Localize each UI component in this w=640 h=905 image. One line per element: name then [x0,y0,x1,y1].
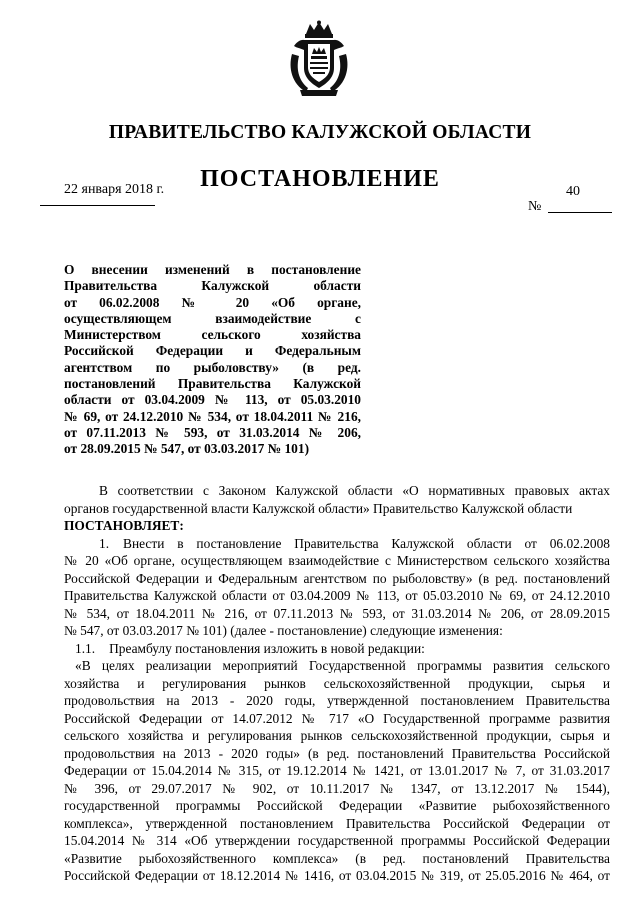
number-underline [548,212,612,213]
body-line: Федерации от 15.04.2014 № 315, от 19.12.2014 № 1421, от 13.01.2017 № 7, от 31.03.2017 [64,763,610,778]
body-line: 15.04.2014 № 314 «Об утверждении государственной программы Российской Федерации [64,833,610,848]
body-line: Российской Федерации от 14.07.2012 № 717 «О Государственной программе развития [64,710,610,726]
document-body [64,482,610,885]
item-1-1-text: Преамбулу постановления изложить в новой редакции: [109,640,425,656]
subject-line: № 69, от 24.12.2010 № 534, от 18.04.2011 № 216, [64,408,361,424]
item-1-1-paragraph [64,640,610,658]
item-1-1-number: 1.1. [75,640,96,656]
body-line: № 547, от 03.03.2017 № 101) (далее - постановление) следующие изменения: [64,623,503,638]
quoted-preamble [64,657,610,885]
subject-line: Российской Федерации и Федеральным [64,343,361,359]
item-1-paragraph [64,535,610,640]
body-line: продовольствия на 2013 - 2020 годы, утвержденной постановлением Правительства [64,693,610,708]
decree-word: ПОСТАНОВЛЯЕТ: [64,518,184,533]
body-line: сельского хозяйства и регулирования рынков сельскохозяйственной продукции, сырья и [64,728,610,743]
subject-line: Правительства Калужской области [64,278,361,294]
government-title: ПРАВИТЕЛЬСТВО КАЛУЖСКОЙ ОБЛАСТИ [108,122,532,143]
subject-line: постановлений Правительства Калужской [64,376,361,392]
body-line: Правительства Калужской области от 03.04.2009 № 113, от 05.03.2010 № 69, от 24.12.2010 [64,588,610,603]
subject-line: Министерством сельского хозяйства [64,327,361,343]
body-line: № 396, от 29.07.2017 № 902, от 10.11.2017 № 1347, от 13.12.2017 № 1544), [64,780,610,796]
document-type: ПОСТАНОВЛЕНИЕ [200,166,440,192]
document-number: 40 [566,184,580,199]
body-line: «Развитие рыбохозяйственного комплекса» (в ред. постановлений Правительства [64,850,610,866]
body-line: Российской Федерации от 18.12.2014 № 1416, от 03.04.2015 № 319, от 25.05.2016 № 464, от [64,868,610,883]
subject-line: от 28.09.2015 № 547, от 03.03.2017 № 101) [64,441,310,457]
item-1-number: 1. [99,535,110,551]
body-line: продовольствия на 2013 - 2020 годы» (в ред. постановлений Правительства Российской [64,745,610,761]
body-line: комплекса», утвержденной постановлением Правительства Российской Федерации от [64,815,610,831]
body-line: № 20 «Об органе, осуществляющем взаимодействие с Министерством сельского хозяйства [64,553,610,568]
body-line: государственной программы Российской Федерации «Развитие рыбохозяйственного [64,798,610,813]
subject-line: от 06.02.2008 № 20 «Об органе, [64,294,361,310]
body-line: органов государственной власти Калужской области» Правительство Калужской области [64,500,573,516]
body-line: «В целях реализации мероприятий Государственной программы развития сельского [75,658,610,673]
document-date: 22 января 2018 г. [64,182,165,197]
subject-line: О внесении изменений в постановление [64,262,361,277]
body-line: № 534, от 18.04.2011 № 216, от 07.11.2013 № 593, от 31.03.2014 № 206, от 28.09.2015 [64,605,610,621]
preamble-paragraph [64,482,610,535]
subject-line: агентством по рыболовству» (в ред. [64,359,361,375]
document-subject [64,262,361,458]
subject-line: области от 03.04.2009 № 113, от 05.03.2010 [64,392,361,408]
body-line: Российской Федерации и Федеральным агентством по рыболовству» (в ред. постановлений [64,570,610,586]
body-line: хозяйства и регулирования рынков сельскохозяйственной продукции, сырья и [64,675,610,691]
item-1-text: Внести в постановление Правительства Калужской области от 06.02.2008 [123,535,610,551]
body-line [64,640,610,658]
subject-line: осуществляющем взаимодействие с [64,310,361,326]
body-line: В соответствии с Законом Калужской области «О нормативных правовых актах [99,483,610,498]
date-underline [40,205,155,206]
body-line [64,535,610,553]
subject-line: от 07.11.2013 № 593, от 31.03.2014 № 206, [64,424,361,440]
number-label: № [528,199,542,214]
coat-of-arms-icon [286,20,352,98]
